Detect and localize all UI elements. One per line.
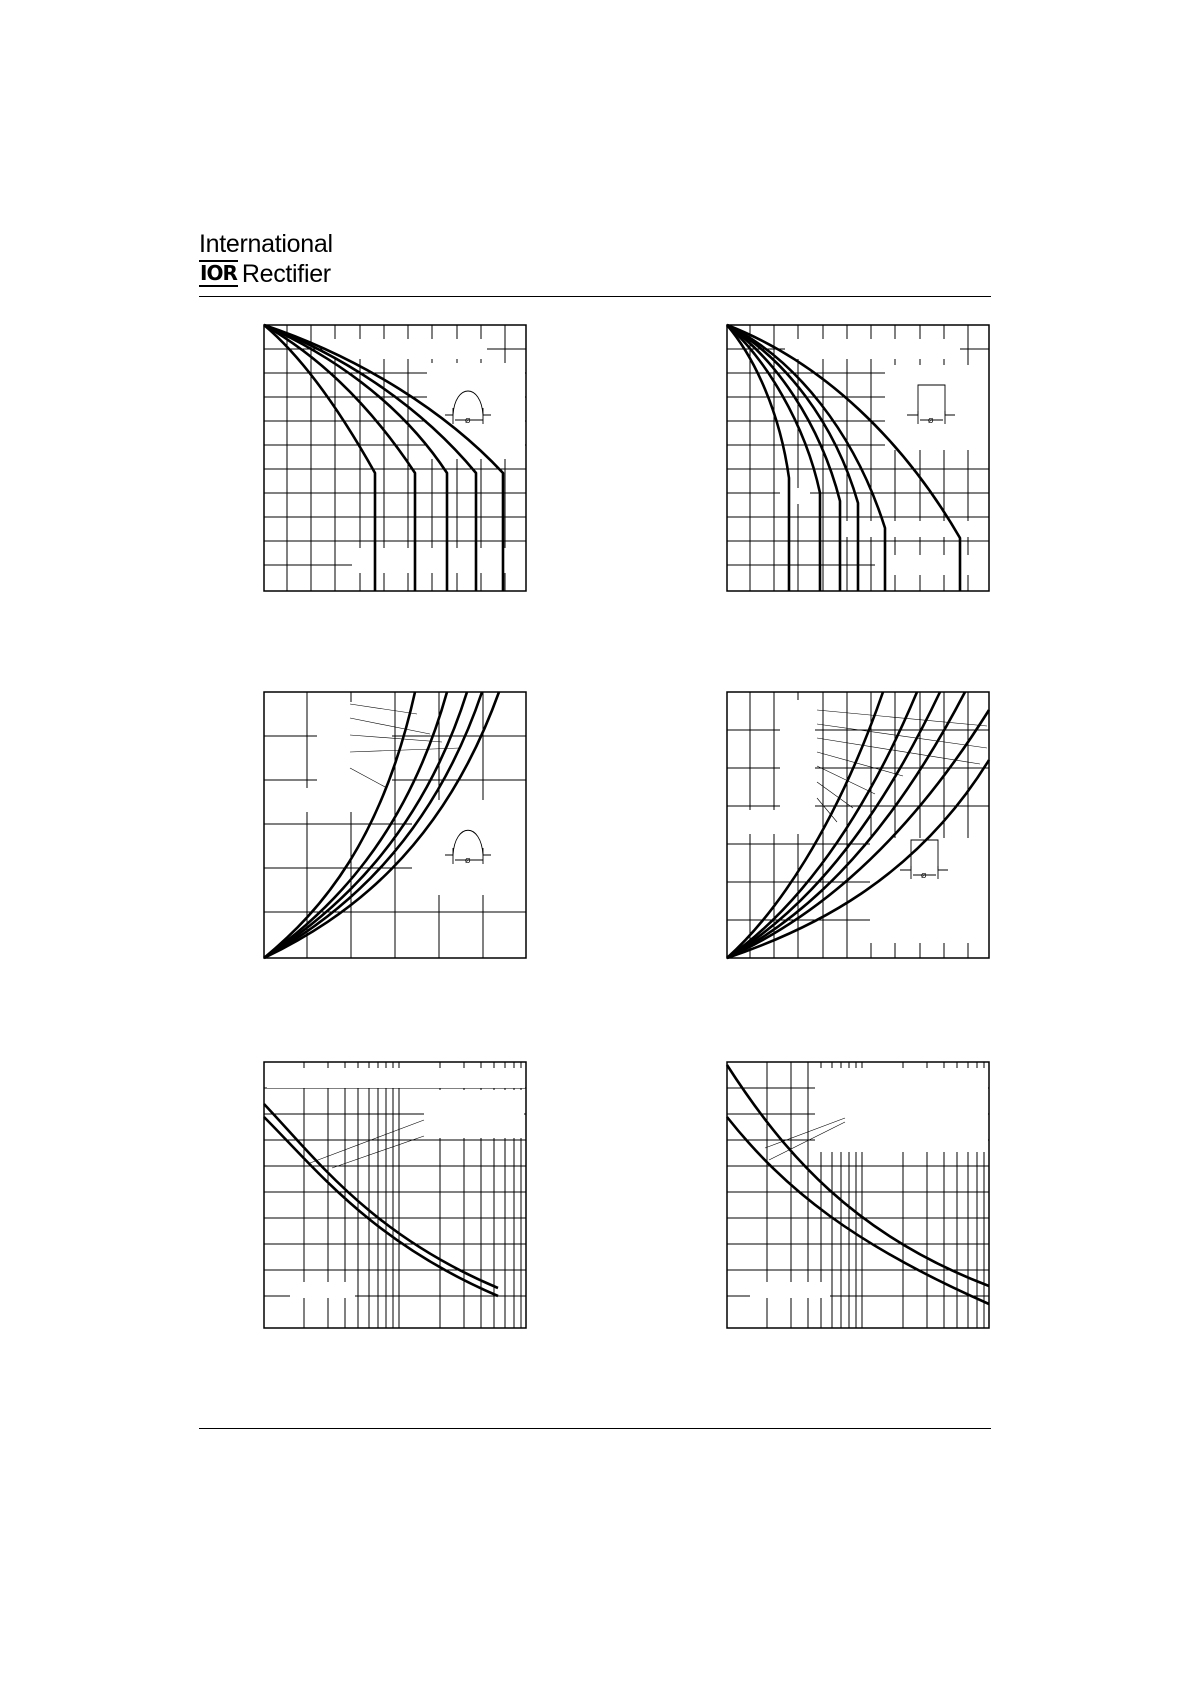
series-curve-5 xyxy=(727,325,885,591)
header-rule xyxy=(199,296,991,297)
footer-rule xyxy=(199,1428,991,1429)
conduction-angle-symbol: Ø xyxy=(465,857,471,865)
label-masks xyxy=(327,339,526,573)
label-masks xyxy=(267,1068,525,1298)
conduction-angle-symbol: Ø xyxy=(928,417,934,425)
conduction-angle-symbol: Ø xyxy=(465,417,471,425)
ior-logo-mark: IOR xyxy=(200,261,237,285)
conduction-angle-symbol: Ø xyxy=(921,872,927,880)
company-name-line2 xyxy=(199,260,331,288)
series-curve-4 xyxy=(727,325,858,591)
chart-power-vs-current-sine xyxy=(262,690,528,960)
label-masks xyxy=(292,702,526,895)
chart-log-decay-left xyxy=(262,1060,528,1330)
company-name-rectifier: Rectifier xyxy=(241,260,331,288)
company-logo xyxy=(199,230,369,292)
label-masks xyxy=(750,1068,988,1298)
chart-power-vs-current-rect xyxy=(725,690,991,960)
chart-current-vs-temperature-sine xyxy=(262,323,528,593)
chart-log-decay-right xyxy=(725,1060,991,1330)
legend-leader-lines xyxy=(310,1120,424,1168)
company-name-line1: International xyxy=(199,230,333,258)
chart-current-vs-temperature-rect xyxy=(725,323,991,593)
